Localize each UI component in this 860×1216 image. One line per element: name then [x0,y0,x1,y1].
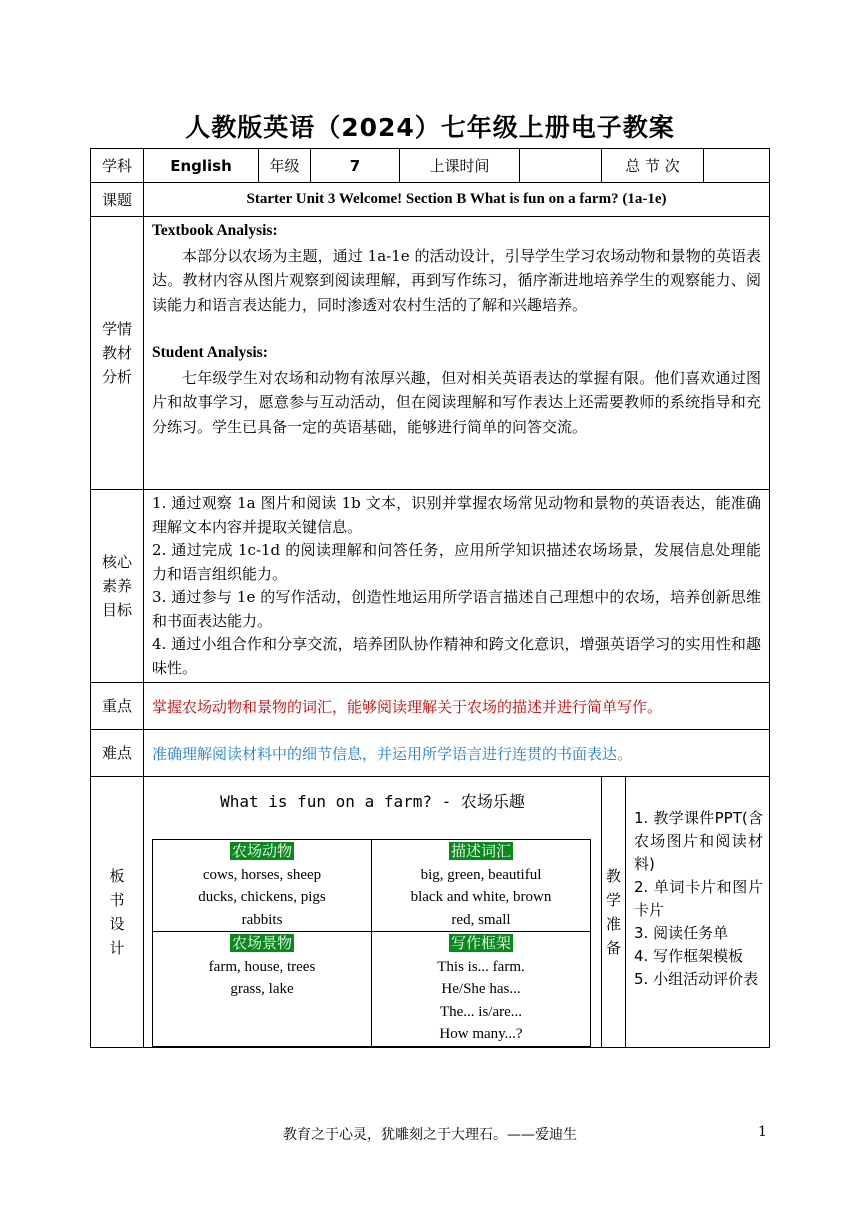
time-label: 上课时间 [400,149,520,183]
goal-item: 1. 通过观察 1a 图片和阅读 1b 文本，识别并掌握农场常见动物和景物的英语表达，能准确理解文本内容并提取关键信息。 [152,494,762,536]
subject-label: 学科 [91,149,144,183]
time-value [520,149,602,183]
board-line: How many...? [439,1026,523,1042]
total-lessons-label: 总 节 次 [602,149,704,183]
goals-content [144,490,770,683]
prep-label [602,777,626,1048]
difficult-point-value: 准确理解阅读材料中的细节信息，并运用所学语言进行连贯的书面表达。 [144,730,770,777]
prep-label-text: 教 学 准 备 [605,867,621,957]
total-lessons-value [704,149,770,183]
board-row [91,777,770,1048]
board-cell-writing-frame [372,932,591,1047]
student-analysis-heading: Student Analysis: [152,344,268,361]
board-design [144,777,602,1048]
analysis-content [144,217,770,490]
prep-item: 5. 小组活动评价表 [634,970,759,988]
board-tag: 农场动物 [231,842,292,860]
board-title: What is fun on a farm? - 农场乐趣 [220,792,525,811]
prep-item: 3. 阅读任务单 [634,924,729,942]
analysis-label-text: 学情 教材 分析 [101,320,132,386]
difficult-point-label: 难点 [91,730,144,777]
board-grid [152,839,591,1047]
board-tag: 写作框架 [450,934,511,952]
textbook-analysis-text: 本部分以农场为主题，通过 1a-1e 的活动设计，引导学生学习农场动物和景物的英语表达。教材内容从图片观察到阅读理解，再到写作练习，循序渐进地培养学生的观察能力、阅读能力和语言表达能力，同时渗透对农村生活的了解和兴趣培养。 [152,246,762,314]
prep-item: 1. 教学课件PPT(含农场图片和阅读材料) [634,809,764,873]
topic-value: Starter Unit 3 Welcome! Section B What is fun on a farm? (1a-1e) [144,183,770,217]
board-cell-animals [153,840,372,932]
analysis-row [91,217,770,490]
goal-item: 2. 通过完成 1c-1d 的阅读理解和问答任务，应用所学知识描述农场场景，发展信息处理能力和语言组织能力。 [152,541,762,583]
board-line: The... is/are... [439,1003,523,1020]
key-point-label: 重点 [91,683,144,730]
header-row [91,149,770,183]
board-line: ducks, chickens, pigs [198,889,326,905]
board-tag: 描述词汇 [450,842,511,860]
board-line: rabbits [241,911,283,928]
goal-item: 4. 通过小组合作和分享交流，培养团队协作精神和跨文化意识，增强英语学习的实用性和趣味性。 [152,635,762,677]
key-point-value: 掌握农场动物和景物的词汇，能够阅读理解关于农场的描述并进行简单写作。 [144,683,770,730]
goals-row [91,490,770,683]
board-line: He/She has... [441,981,521,997]
document-title: 人教版英语（2024）七年级上册电子教案 [185,113,675,142]
goals-label-text: 核心 素养 目标 [101,553,132,619]
board-line: This is... farm. [437,958,525,975]
board-line: big, green, beautiful [420,866,542,883]
grade-value: 7 [311,149,400,183]
prep-item: 2. 单词卡片和图片卡片 [634,878,764,919]
grade-label: 年级 [259,149,311,183]
board-label [91,777,144,1048]
board-line: grass, lake [230,981,294,997]
board-line: red, small [451,911,511,928]
prep-list [626,777,770,1048]
analysis-label [91,217,144,490]
topic-row [91,183,770,217]
board-line: farm, house, trees [208,958,316,975]
board-tag: 农场景物 [231,934,292,952]
goal-item: 3. 通过参与 1e 的写作活动，创造性地运用所学语言描述自己理想中的农场，培养创新思维和书面表达能力。 [152,588,762,630]
lesson-plan-table [90,148,770,1048]
key-point-row [91,683,770,730]
difficult-point-row [91,730,770,777]
textbook-analysis-heading: Textbook Analysis: [152,222,278,239]
prep-item: 4. 写作框架模板 [634,947,744,965]
board-line: cows, horses, sheep [202,866,322,883]
goals-label [91,490,144,683]
student-analysis-text: 七年级学生对农场和动物有浓厚兴趣，但对相关英语表达的掌握有限。他们喜欢通过图片和故事学习，愿意参与互动活动，但在阅读理解和写作表达上还需要教师的系统指导和充分练习。学生已具备一定的英语基础，能够进行简单的问答交流。 [152,368,762,436]
subject-value: English [144,149,259,183]
board-cell-scenery [153,932,372,1047]
page-number: 1 [758,1124,767,1140]
footer-quote: 教育之于心灵，犹雕刻之于大理石。——爱迪生 [283,1127,577,1143]
board-cell-adjectives [372,840,591,932]
topic-label: 课题 [91,183,144,217]
board-line: black and white, brown [410,889,552,905]
board-label-text: 板 书 设 计 [109,867,125,957]
